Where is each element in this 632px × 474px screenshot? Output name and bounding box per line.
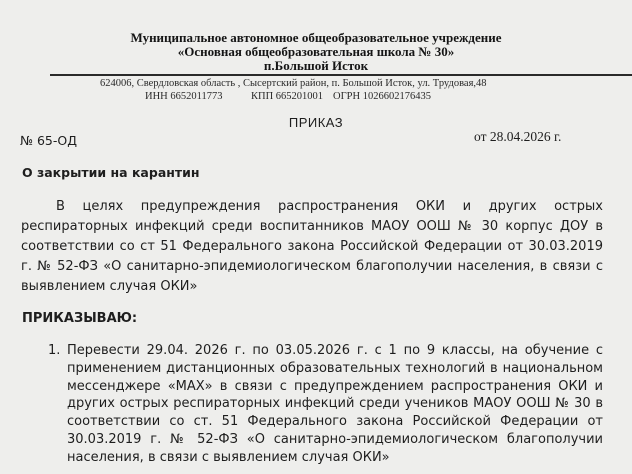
order-heading: ПРИКАЗЫВАЮ:: [22, 311, 138, 326]
document-title: ПРИКАЗ: [288, 115, 344, 130]
org-kpp: КПП 665201001: [251, 91, 324, 102]
preamble-paragraph: В целях предупреждения распространения ОКИ и других острых респираторных инфекций среди воспитанников МАОУ ООШ № 30 корпус ДОУ в соответствии со ст 51 Федерального закона Российской Федерации от 30.03.2019 г. № 52-ФЗ «О санитарно-эпидемиологическом благополучии населения, в связи с выявлением случая ОКИ»: [21, 199, 603, 294]
org-name-line1: Муниципальное автономное общеобразовательное учреждение: [130, 30, 502, 45]
header-divider: [50, 74, 632, 76]
order-subject: О закрытии на карантин: [22, 165, 200, 180]
order-date: от 28.04.2026 г.: [474, 129, 562, 144]
org-ogrn: ОГРН 1026602176435: [333, 91, 431, 102]
org-address: 624006, Свердловская область , Сысертский район, п. Большой Исток, ул. Трудовая,48: [100, 78, 487, 89]
list-item: [48, 342, 603, 467]
list-item-number: 1.: [48, 343, 61, 358]
org-inn: ИНН 6652011773: [145, 91, 223, 102]
order-number: № 65-ОД: [20, 133, 77, 148]
list-item-text: Перевести 29.04. 2026 г. по 03.05.2026 г. с 1 по 9 классы, на обучение с применением дистанционных образовательных технологий в национальном мессенджере «МАХ» в связи с предупреждением распространения ОКИ и других острых респираторных инфекций среди учеников МАОУ ООШ № 30 в соответствии со ст. 51 Федерального закона Российской Федерации от 30.03.2019 г. № 52-ФЗ «О санитарно-эпидемиологическом благополучии населения, в связи с выявлением случая ОКИ»: [67, 343, 603, 465]
org-location: п.Большой Исток: [263, 58, 369, 73]
org-name-line2: «Основная общеобразовательная школа № 30»: [177, 44, 455, 59]
